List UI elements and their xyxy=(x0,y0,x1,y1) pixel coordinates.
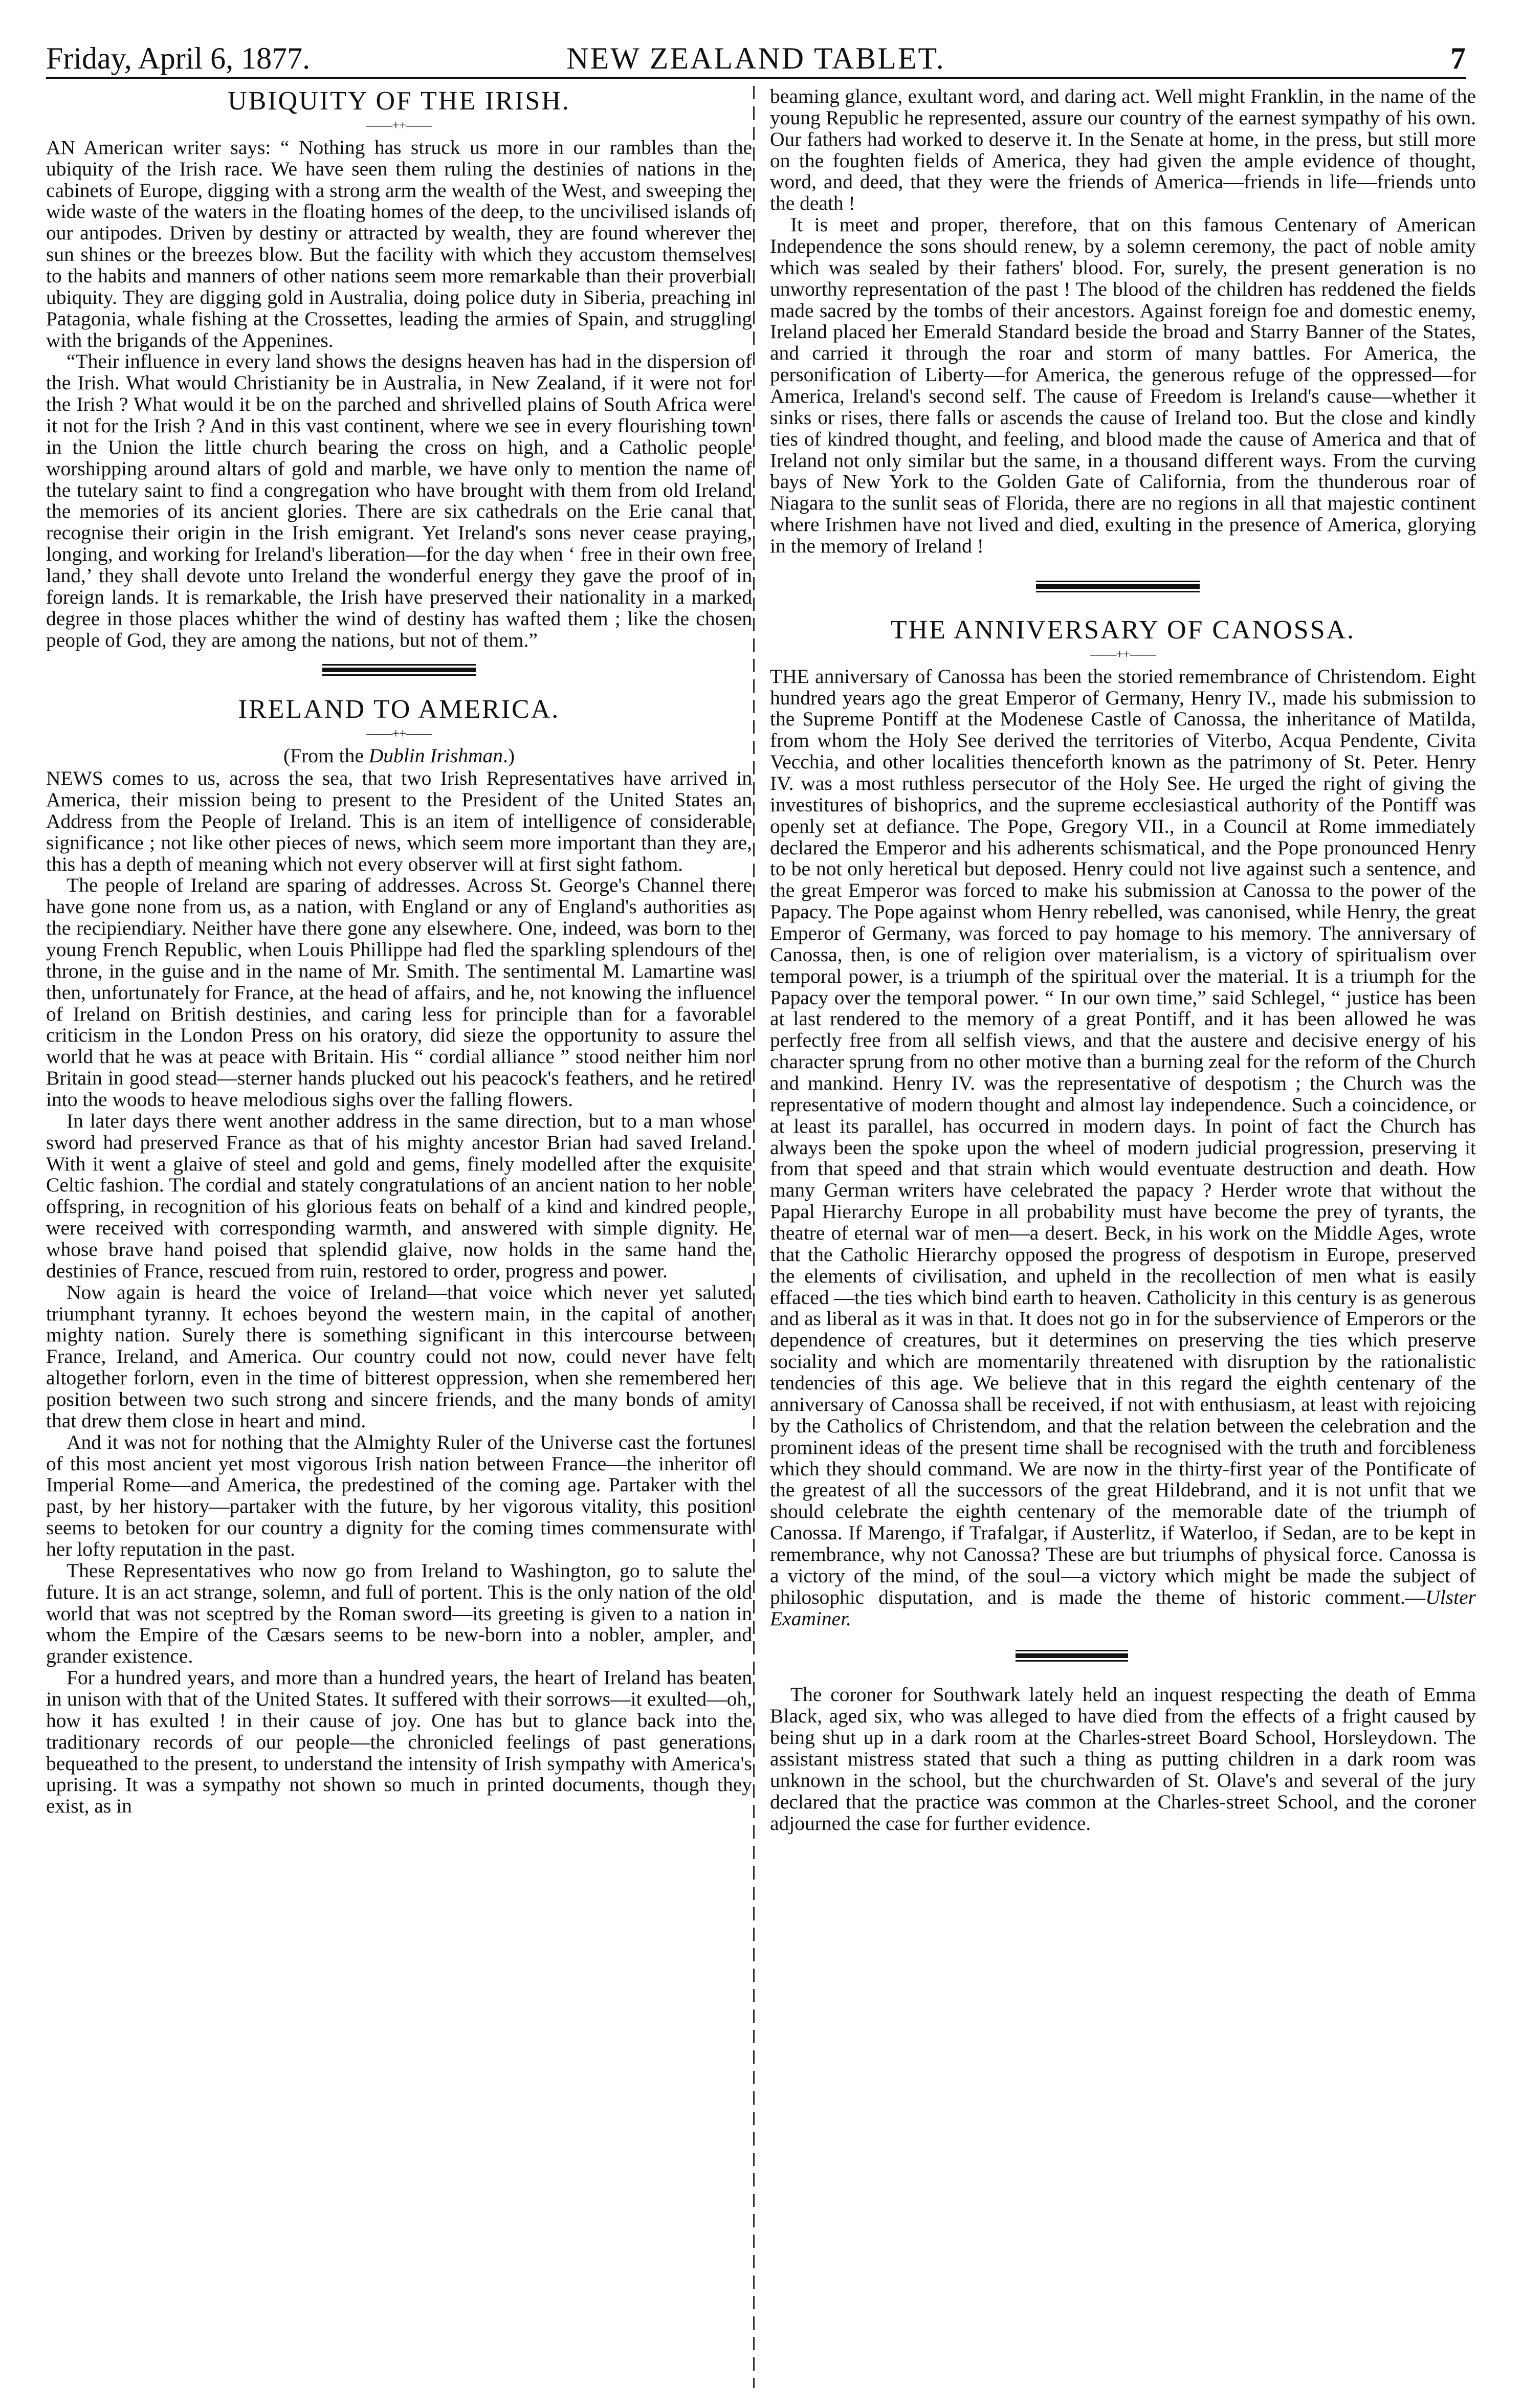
credit-source: Dublin Irishman xyxy=(368,744,503,767)
left-column xyxy=(46,86,752,1817)
article-paragraph: NEWS comes to us, across the sea, that two Irish Representatives have arrived in America, their mission being to present to the President of the United States an Address from the People of Ireland. This is an item of intelligence of considerable significance ; not like other pieces of news, which seem more important than they are, this has a depth of meaning which not every observer will at first sight fathom. xyxy=(46,767,752,875)
article-anniversary-of-canossa xyxy=(770,615,1476,1629)
article-paragraph: In later days there went another address in the same direction, but to a man whose sword had preserved France as that of his mighty ancestor Brian had saved Ireland. With it went a glaive of steel and gold and gems, finely modelled after the exquisite Celtic fashion. The cordial and stately congratulations of an ancient nation to her noble offspring, in recognition of his glorious feats on behalf of a kind and kindred people, were received with corresponding warmth, and answered with simple dignity. He whose brave hand poised that splendid glaive, now holds in the same hand the destinies of France, rescued from ruin, restored to order, progress and power. xyxy=(46,1109,752,1282)
page-header xyxy=(46,31,1466,77)
article-paragraph: For a hundred years, and more than a hundred years, the heart of Ireland has beaten in unison with that of the United States. It suffered with their sorrows—it exulted—oh, how it has exulted ! in their cause of joy. One has but to glance back into the traditionary records of our people—the chronicled feelings of past generations bequeathed to the present, to understand the intensity of Irish sympathy with America's uprising. It was a sympathy not shown so much in printed documents, though they exist, as in xyxy=(46,1666,752,1818)
article-separator xyxy=(1036,581,1200,592)
article-paragraph: The people of Ireland are sparing of addresses. Across St. George's Channel there have gone none from us, as a nation, with England or any of England's authorities as the recipiendiary. Neither have there gone any elsewhere. One, indeed, was born to the young French Republic, when Louis Phillippe had fled the sparkling splendours of the throne, in the guise and in the name of Mr. Smith. The sentimental M. Lamartine was then, unfortunately for France, at the head of affairs, and he, not knowing the influence of Ireland on British destinies, and caring less for principle than for a favorable criticism in the London Press on his oratory, did sieze the opportunity to assure the world that he was at peace with Britain. His “ cordial alliance ” stood neither him nor Britain in good stead—sterner hands plucked out his peacock's feathers, and he retired into the woods to heave melodious sighs over the falling flowers. xyxy=(46,874,752,1111)
article-separator xyxy=(1016,1650,1128,1662)
article-paragraph: “Their influence in every land shows the designs heaven has had in the dispersion of the Irish. What would Christianity be in Australia, in New Zealand, if it were not for the Irish ? What would it be on the parched and shrivelled plains of South Africa were it not for the Irish ? And in this vast continent, where we see in every flourishing town in the Union the little church bearing the cross on high, and a Catholic people worshipping around altars of gold and marble, we have only to mention the name of the tutelary saint to find a congregation who have brought with them from old Ireland the memories of its ancient glories. There are six cathedrals on the Erie canal that recognise their origin in the Irish emigrant. Yet Ireland's sons never cease praying, longing, and working for Ireland's liberation—for the day when ‘ free in their own free land,’ they shall devote unto Ireland the wonderful energy they gave the proof of in foreign lands. It is remarkable, the Irish have preserved their nationality in a marked degree in those places whither the wind of destiny has wafted them ; like the chosen people of God, they are among the nations, but not of them.” xyxy=(46,350,752,651)
right-column xyxy=(770,86,1476,1834)
credit-prefix: (From the xyxy=(283,744,369,767)
credit-suffix: .) xyxy=(502,744,515,767)
article-paragraph: Now again is heard the voice of Ireland—that voice which never yet saluted triumphant tyranny. It echoes beyond the western main, in the capital of another mighty nation. Surely there is something significant in this intercourse between France, Ireland, and America. Our country could not now, could never have felt altogether forlorn, even in the time of bitterest oppression, when she remembered her position between two such strong and sincere friends, and the many bonds of amity that drew them close in heart and mind. xyxy=(46,1280,752,1432)
article-title: THE ANNIVERSARY OF CANOSSA. xyxy=(890,615,1356,645)
article-credit xyxy=(46,745,752,767)
article-paragraph xyxy=(770,666,1476,1630)
article-paragraph: The coroner for Southwark lately held an inquest respecting the death of Emma Black, aged six, who was alleged to have died from the effects of a fright caused by being shut up in a dark room at the Charles-street Board School, Horsleydown. The assistant mistress stated that such a thing as putting children in a dark room was unknown in the school, but the churchwarden of St. Olave's and several of the jury declared that the practice was common at the Charles-street School, and the coroner adjourned the case for further evidence. xyxy=(770,1683,1476,1835)
article-title: IRELAND TO AMERICA. xyxy=(238,695,560,724)
article-source: Ulster Examiner. xyxy=(770,1585,1476,1630)
masthead-title: NEW ZEALAND TABLET. xyxy=(566,41,945,75)
article-ireland-to-america xyxy=(46,694,752,1817)
article-paragraph: It is meet and proper, therefore, that on this famous Centenary of American Independence the sons should renew, by a solemn ceremony, the pact of noble amity which was sealed by their fathers' blood. For, surely, the present generation is no unworthy representation of the past ! The blood of the children has reddened the fields made sacred by the tombs of their ancestors. Against foreign foe and domestic enemy, Ireland placed her Emerald Standard beside the broad and Starry Banner of the States, and carried it through the roar and storm of many battles. For America, the personification of Liberty—for America, the generous refuge of the oppressed—for America, Ireland's second self. The cause of Freedom is Ireland's cause—whether it sinks or rises, there falls or ascends the cause of Ireland too. But the close and kindly ties of kindred thought, and feeling, and blood made the cause of America and that of Ireland not only similar but the same, in a thousand different ways. From the curving bays of New York to the Golden Gate of California, from the thunderous roar of Niagara to the sunlit seas of Florida, there are no regions in all that majestic continent where Irishmen have not lived and died, exulting in the presence of America, glorying in the memory of Ireland ! xyxy=(770,213,1476,558)
article-paragraph: beaming glance, exultant word, and daring act. Well might Franklin, in the name of the young Republic he represented, assure our country of the earnest sympathy of his own. Our fathers had worked to deserve it. In the Senate at home, in the press, but still more on the foughten fields of America, they had given the ample evidence of thought, word, and deed, that they were the friends of America—friends in life—friends unto the death ! xyxy=(770,85,1476,215)
article-separator xyxy=(322,664,476,676)
title-ornament: ——++—— xyxy=(366,726,432,741)
article-paragraph: And it was not for nothing that the Almighty Ruler of the Universe cast the fortunes of this most ancient yet most vigorous Irish nation between France—the inheritor of Imperial Rome—and America, the predestined of the coming age. Partaker with the past, by her history—partaker with the future, by her vigorous vitality, this position seems to betoken for our country a dignity for the coming times commensurate with her lofty reputation in the past. xyxy=(46,1430,752,1561)
title-ornament: ——++—— xyxy=(366,117,432,132)
article-southwark-inquest xyxy=(770,1684,1476,1834)
page-number: 7 xyxy=(1450,41,1466,75)
article-title: UBIQUITY OF THE IRISH. xyxy=(228,86,570,116)
header-rule xyxy=(46,77,1466,79)
article-paragraph: AN American writer says: “ Nothing has struck us more in our rambles than the ubiquity of the Irish race. We have seen them ruling the destinies of nations in the cabinets of Europe, digging with a strong arm the wealth of the West, and sweeping the wide waste of the waters in the floating homes of the deep, to the uncivilised islands of our antipodes. Driven by destiny or attracted by wealth, they are found wherever the sun shines or the breezes blow. But the facility with which they accustom themselves to the habits and manners of other nations seem more remarkable than their proverbial ubiquity. They are digging gold in Australia, doing police duty in Siberia, preaching in Patagonia, whale fishing at the Crossettes, leading the armies of Spain, and struggling with the brigands of the Appenines. xyxy=(46,136,752,351)
title-ornament: ——++—— xyxy=(1090,646,1156,661)
article-ireland-to-america-continued xyxy=(770,86,1476,557)
article-body: THE anniversary of Canossa has been the storied remembrance of Christendom. Eight hundred years ago the great Emperor of Germany, Henry IV., made his submission to the Supreme Pontiff at the Modenese Castle of Canossa, the inheritance of Matilda, from whom the Holy See derived the territories of Viterbo, Acqua Pendente, Civita Vecchia, and other localities thenceforth known as the patrimony of St. Peter. Henry IV. was a most ruthless persecutor of the Holy See. He urged the right of giving the investitures of bishoprics, and the supreme ecclesiastical authority of the Pontiff was openly set at defiance. The Pope, Gregory VII., in a Council at Rome immediately declared the Emperor and his adherents schismatical, and the Pope pronounced Henry to be not only heretical but deposed. Henry could not live against such a sentence, and the great Emperor was forced to make his submission at Canossa to the power of the Papacy. The Pope against whom Henry rebelled, was canonised, while Henry, the great Emperor of Germany, was forced to pay homage to his memory. The anniversary of Canossa, then, is one of religion over materialism, is a victory of spiritualism over temporal power, is a triumph of the spiritual over the material. It is a triumph for the Papacy over the temporal power. “ In our own time,” said Schlegel, “ justice has been at last rendered to the memory of a great Pontiff, and it has been allowed he was perfectly free from all selfish views, and that the austere and decisive energy of his character sprung from no other motive than a burning zeal for the reform of the Church and mankind. Henry IV. was the representative of despotism ; the Church was the representative of modern thought and almost lay independence. Such a coincidence, or at least its parallel, has occurred in modern days. In point of fact the Church has always been the spoke upon the wheel of modern judicial progression, preserving it from that speed and that strain which would eventuate destruction and death. How many German writers have celebrated the papacy ? Herder wrote that without the Papal Hierarchy Europe in all probability must have become the prey of tyrants, the theatre of eternal war of men—a desert. Beck, in his work on the Middle Ages, wrote that the Catholic Hierarchy opposed the progress of despotism in Europe, preserved the elements of civilisation, and upheld in the recollection of men what is easily effaced —the ties which bind earth to heaven. Catholicity in this century is as generous and as liberal as it was in that. It does not go in for the subservience of Emperors or the dependence of creatures, but it determines on preserving the ties which preserve sociality and which are momentarily threatened with disruption by the rationalistic tendencies of this age. We believe that in this regard the eighth centenary of the anniversary of Canossa shall be received, if not with enthusiasm, at least with rejoicing by the Catholics of Christendom, and that the relation between the celebration and the prominent ideas of the present time shall be recognised with the truth and forcibleness which they should command. We are now in the thirty-first year of the Pontificate of the greatest of all the successors of the great Hildebrand, and it is not unfit that we should celebrate the eighth centenary of the memorable date of the triumph of Canossa. If Marengo, if Trafalgar, if Austerlitz, if Waterloo, if Sedan, are to be kept in remembrance, why not Canossa? These are but triumphs of physical force. Canossa is a victory of the mind, of the soul—a victory which might be made the subject of philosophic disputation, and is made the theme of historic comment.— xyxy=(770,665,1476,1608)
issue-date: Friday, April 6, 1877. xyxy=(46,41,311,75)
article-ubiquity-of-the-irish xyxy=(46,86,752,651)
article-paragraph: These Representatives who now go from Ireland to Washington, go to salute the future. It is an act strange, solemn, and full of portent. This is the only nation of the old world that was not sceptred by the Roman sword—its greeting is given to a nation in whom the Empire of the Cæsars seems to be new-born into a nobler, ampler, and grander existence. xyxy=(46,1559,752,1668)
column-divider xyxy=(753,86,755,2388)
